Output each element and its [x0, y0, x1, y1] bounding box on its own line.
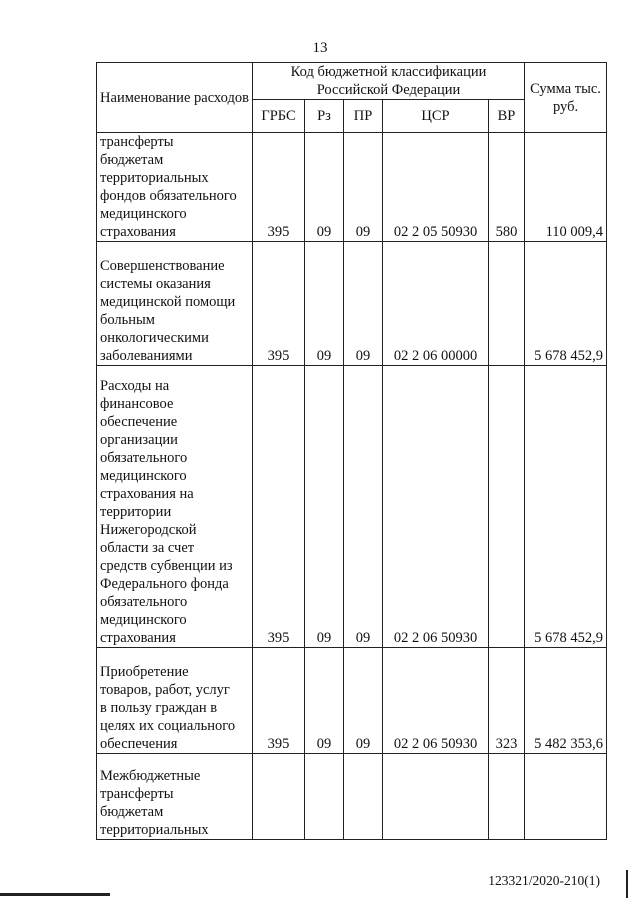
expense-name-line: средств субвенции из: [100, 558, 233, 574]
scan-mark-left: [0, 893, 110, 896]
expense-name-line: в пользу граждан в: [100, 700, 218, 716]
expense-name-line: страхования: [100, 224, 176, 240]
expense-name-line: медицинского: [100, 206, 187, 222]
grbs-code: 395: [253, 242, 305, 366]
table-body: [97, 133, 607, 840]
vr-code: [489, 242, 525, 366]
amount: 5 678 452,9: [525, 366, 607, 648]
table-row: [97, 133, 607, 242]
grbs-code: 395: [253, 366, 305, 648]
expense-name-line: бюджетам: [100, 804, 164, 820]
column-header-code-group: Код бюджетной классификации Российской Федерации: [253, 63, 525, 100]
table-row: [97, 242, 607, 366]
table-row: [97, 366, 607, 648]
amount: 5 678 452,9: [525, 242, 607, 366]
expense-name: [97, 133, 253, 242]
budget-table: [96, 62, 607, 840]
pr-code: 09: [344, 648, 383, 754]
column-header-grbs: ГРБС: [253, 100, 305, 133]
grbs-code: 395: [253, 133, 305, 242]
expense-name: [97, 754, 253, 840]
expense-name-line: страхования: [100, 630, 176, 646]
expense-name-line: товаров, работ, услуг: [100, 682, 230, 698]
expense-name-line: трансферты: [100, 134, 174, 150]
expense-name-line: трансферты: [100, 786, 174, 802]
expense-name-line: Нижегородской: [100, 522, 197, 538]
expense-name-line: медицинского: [100, 612, 187, 628]
column-header-sum: Сумма тыс. руб.: [525, 63, 607, 133]
rz-code: 09: [305, 366, 344, 648]
rz-code: 09: [305, 242, 344, 366]
rz-code: [305, 754, 344, 840]
vr-code: [489, 366, 525, 648]
expense-name: [97, 242, 253, 366]
expense-name-line: Федерального фонда: [100, 576, 229, 592]
column-header-pr: ПР: [344, 100, 383, 133]
vr-code: 323: [489, 648, 525, 754]
amount: [525, 754, 607, 840]
expense-name-line: обязательного: [100, 594, 188, 610]
expense-name-line: Расходы на: [100, 378, 170, 394]
expense-name-line: обеспечения: [100, 736, 178, 752]
expense-name-line: организации: [100, 432, 178, 448]
amount: 110 009,4: [525, 133, 607, 242]
expense-name-line: страхования на: [100, 486, 194, 502]
grbs-code: [253, 754, 305, 840]
expense-name: [97, 366, 253, 648]
expense-name-line: финансовое: [100, 396, 174, 412]
expense-name-line: онкологическими: [100, 330, 209, 346]
expense-name-line: медицинского: [100, 468, 187, 484]
page-number: 13: [312, 40, 328, 56]
pr-code: 09: [344, 242, 383, 366]
rz-code: 09: [305, 133, 344, 242]
expense-name-line: территориальных: [100, 170, 209, 186]
column-header-name: Наименование расходов: [97, 63, 253, 133]
expense-name-line: больным: [100, 312, 155, 328]
column-header-rz: Рз: [305, 100, 344, 133]
pr-code: 09: [344, 366, 383, 648]
rz-code: 09: [305, 648, 344, 754]
grbs-code: 395: [253, 648, 305, 754]
pr-code: [344, 754, 383, 840]
amount: 5 482 353,6: [525, 648, 607, 754]
expense-name-line: Межбюджетные: [100, 768, 201, 784]
table-row: [97, 648, 607, 754]
expense-name-line: целях их социального: [100, 718, 236, 734]
document-code: 123321/2020-210(1): [488, 873, 600, 888]
csr-code: 02 2 06 50930: [383, 648, 489, 754]
expense-name-line: области за счет: [100, 540, 195, 556]
expense-name-line: территориальных: [100, 822, 209, 838]
expense-name-line: заболеваниями: [100, 348, 193, 364]
csr-code: 02 2 06 50930: [383, 366, 489, 648]
expense-name-line: системы оказания: [100, 276, 211, 292]
expense-name-line: фондов обязательного: [100, 188, 237, 204]
expense-name-line: обязательного: [100, 450, 188, 466]
column-header-csr: ЦСР: [383, 100, 489, 133]
table-row: [97, 754, 607, 840]
expense-name: [97, 648, 253, 754]
expense-name-line: территории: [100, 504, 172, 520]
csr-code: [383, 754, 489, 840]
pr-code: 09: [344, 133, 383, 242]
expense-name-line: бюджетам: [100, 152, 164, 168]
scan-mark-right: [626, 870, 628, 898]
vr-code: [489, 754, 525, 840]
csr-code: 02 2 05 50930: [383, 133, 489, 242]
expense-name-line: Совершенствование: [100, 258, 225, 274]
vr-code: 580: [489, 133, 525, 242]
csr-code: 02 2 06 00000: [383, 242, 489, 366]
expense-name-line: Приобретение: [100, 664, 189, 680]
expense-name-line: медицинской помощи: [100, 294, 236, 310]
column-header-vr: ВР: [489, 100, 525, 133]
expense-name-line: обеспечение: [100, 414, 178, 430]
